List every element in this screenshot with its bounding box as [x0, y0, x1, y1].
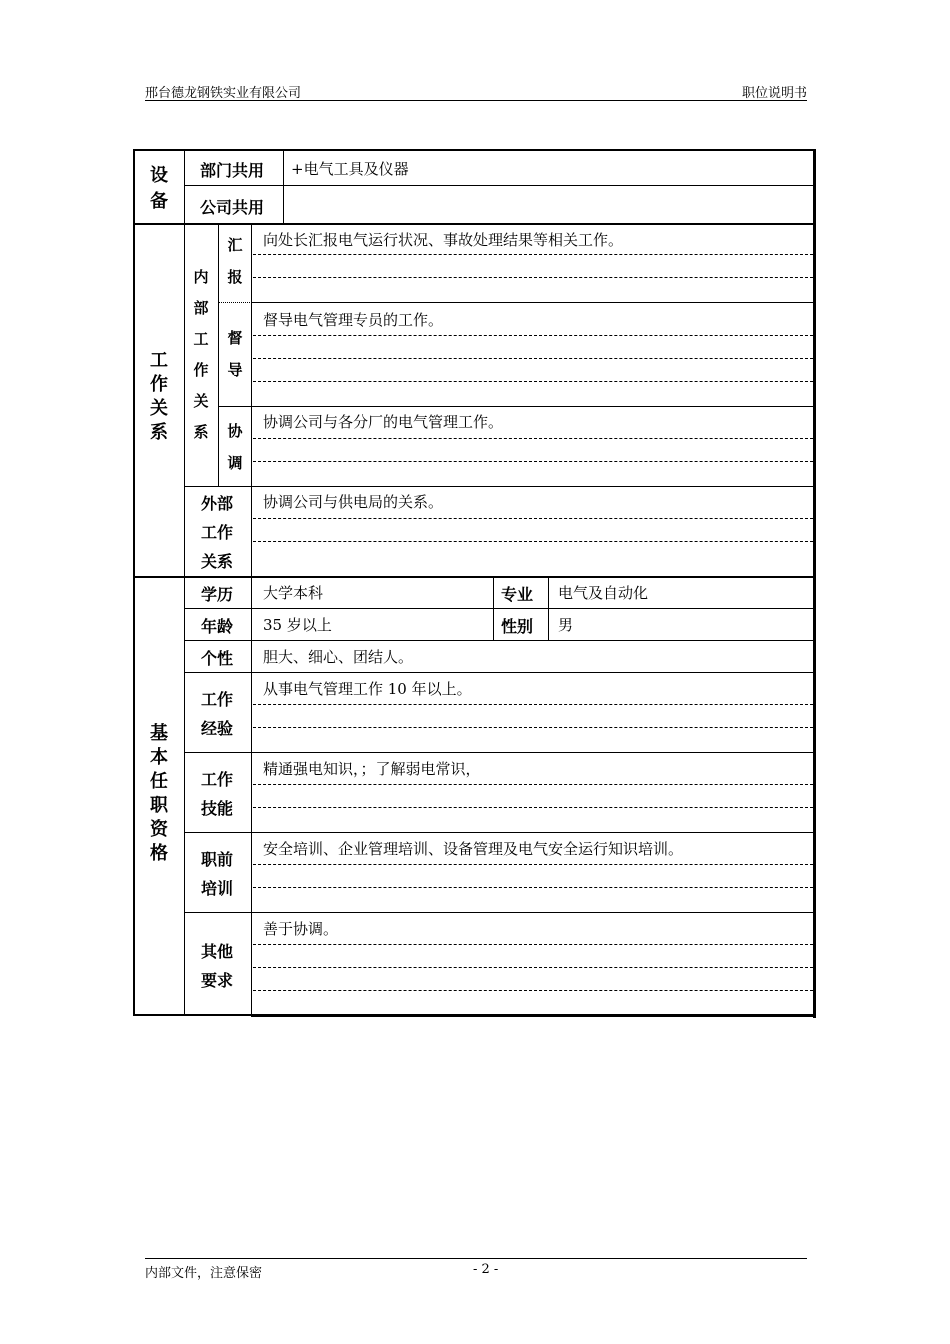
page-header	[145, 82, 807, 101]
dept-shared-value: +电气工具及仪器	[291, 160, 409, 178]
company-shared-label: 公司共用	[200, 198, 265, 217]
footer-note: 内部文件，注意保密	[145, 1266, 263, 1281]
report-text: 向处长汇报电气运行状况、事故处理结果等相关工作。	[263, 231, 624, 249]
personality-value: 胆大、细心、团结人。	[263, 648, 414, 666]
external-text: 协调公司与供电局的关系。	[263, 493, 444, 511]
qualifications-section-label: 基本任职资格	[150, 723, 168, 864]
major-value: 电气及自动化	[558, 584, 649, 602]
external-label-line2: 工作	[201, 523, 234, 542]
experience-label-line2: 经验	[201, 719, 234, 738]
personality-label: 个性	[201, 649, 234, 668]
dept-shared-label: 部门共用	[200, 161, 265, 180]
report-label: 汇报	[227, 236, 243, 286]
other-label-line1: 其他	[201, 942, 234, 961]
coordinate-text: 协调公司与各分厂的电气管理工作。	[263, 413, 504, 431]
supervise-label: 督导	[227, 329, 243, 379]
skills-label-line1: 工作	[201, 770, 234, 789]
work-relations-section-label: 工作关系	[150, 350, 168, 443]
footer-divider	[145, 1258, 807, 1259]
external-label-line3: 关系	[201, 552, 234, 571]
skills-value: 精通强电知识，；了解弱电常识，	[263, 760, 481, 778]
internal-relations-label: 内部工作关系	[193, 268, 209, 441]
major-label: 专业	[501, 585, 534, 604]
age-label: 年龄	[201, 617, 234, 636]
document-type: 职位说明书	[741, 86, 807, 101]
training-value: 安全培训、企业管理培训、设备管理及电气安全运行知识培训。	[263, 840, 684, 858]
gender-value: 男	[558, 616, 574, 634]
education-label: 学历	[201, 585, 234, 604]
other-label-line2: 要求	[201, 971, 234, 990]
coordinate-label: 协调	[227, 422, 243, 472]
page-number: - 2 -	[473, 1262, 499, 1277]
education-value: 大学本科	[263, 584, 324, 602]
skills-label-line2: 技能	[201, 799, 234, 818]
equipment-section-label: 设备	[150, 165, 168, 212]
training-label-line2: 培训	[201, 879, 234, 898]
job-description-table	[133, 149, 816, 1016]
other-value: 善于协调。	[263, 920, 339, 938]
company-name: 邢台德龙钢铁实业有限公司	[145, 86, 302, 101]
age-value: 35 岁以上	[263, 616, 332, 634]
supervise-text: 督导电气管理专员的工作。	[263, 311, 444, 329]
experience-label-line1: 工作	[201, 690, 234, 709]
experience-value: 从事电气管理工作 10 年以上。	[263, 680, 472, 698]
gender-label: 性别	[501, 617, 534, 636]
training-label-line1: 职前	[201, 850, 234, 869]
external-label-line1: 外部	[201, 494, 234, 513]
